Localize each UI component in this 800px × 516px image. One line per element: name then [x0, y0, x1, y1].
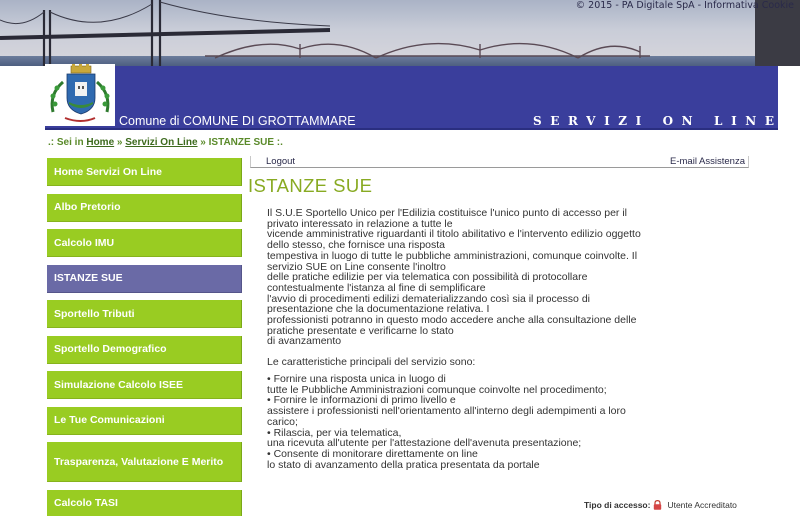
feature-line: tutte le Pubbliche Amministrazioni comunque coinvolte nel procedimento; [267, 383, 607, 396]
breadcrumb-current: ISTANZE SUE :. [208, 137, 283, 148]
intro-line: tempestiva in luogo di tutte le pubbliche amministrazioni, comunque coinvolte. Il [267, 249, 638, 262]
sidebar-item-albo-pretorio[interactable]: Albo Pretorio [47, 194, 242, 222]
coat-of-arms-logo [45, 64, 115, 126]
logout-link[interactable]: Logout [266, 156, 296, 167]
features-list [267, 374, 735, 470]
intro-line: pratiche presentate e verificarne lo stato [267, 324, 454, 337]
email-support-link[interactable]: E-mail Assistenza [670, 156, 745, 167]
intro-line: servizio SUE on Line consente l'inoltro [267, 260, 446, 273]
sidebar-menu [47, 158, 242, 516]
breadcrumb [48, 137, 283, 148]
feature-line: carico; [267, 415, 298, 428]
sidebar-item-sportello-tributi[interactable]: Sportello Tributi [47, 300, 242, 328]
intro-line: presentazione che la documentazione relativa. I [267, 303, 490, 316]
feature-line: • Fornire le informazioni di primo livello e [267, 394, 456, 407]
feature-line: assistere i professionisti nell'orientamento all'interno degli adempimenti a loro [267, 405, 626, 418]
services-title: SERVIZI ON LINE [533, 114, 783, 128]
intro-line: vicende amministrative riguardanti il titolo abilitativo e l'intervento edilizio oggetto [267, 228, 641, 241]
breadcrumb-separator: » [197, 137, 209, 148]
intro-line: professionisti potranno in questo modo accedere anche alla consultazione delle [267, 314, 637, 327]
sidebar-item-comunicazioni[interactable]: Le Tue Comunicazioni [47, 407, 242, 435]
intro-line: dello stesso, che fornisce una risposta [267, 239, 446, 252]
breadcrumb-services-link[interactable]: Servizi On Line [125, 137, 198, 148]
sidebar-item-simulazione-isee[interactable]: Simulazione Calcolo ISEE [47, 371, 242, 399]
feature-line: una ricevuta all'utente per l'attestazione dell'avenuta presentazione; [267, 437, 582, 450]
sidebar-item-sportello-demografico[interactable]: Sportello Demografico [47, 336, 242, 364]
sidebar-item-trasparenza[interactable]: Trasparenza, Valutazione E Merito [47, 442, 242, 482]
lock-icon [653, 500, 662, 510]
feature-line: • Fornire una risposta unica in luogo di [267, 373, 446, 385]
access-type [584, 500, 737, 510]
intro-paragraph [267, 208, 735, 347]
copyright-link[interactable]: © 2015 - PA Digitale SpA - Informativa Cookie [575, 0, 794, 11]
feature-line: • Consente di monitorare direttamente on line [267, 447, 478, 460]
feature-line: lo stato di avanzamento della pratica presentata da portale [267, 458, 540, 471]
header-banner [0, 0, 800, 130]
intro-line: contestualmente l'istanza al fine di semplificare [267, 281, 486, 294]
access-type-value: Utente Accreditato [667, 500, 737, 510]
sidebar-item-home-servizi[interactable]: Home Servizi On Line [47, 158, 242, 186]
coat-of-arms-icon [45, 64, 115, 126]
top-bar [250, 156, 749, 168]
page-title: ISTANZE SUE [248, 175, 373, 196]
breadcrumb-separator: » [114, 137, 126, 148]
breadcrumb-prefix: .: Sei in [48, 137, 87, 148]
intro-line: Il S.U.E Sportello Unico per l'Edilizia costituisce l'unico punto di accesso per il [267, 207, 628, 219]
feature-line: • Rilascia, per via telematica, [267, 426, 402, 439]
intro-line: delle pratiche edilizie per via telematica con possibilità di protocollare [267, 271, 588, 284]
access-type-label: Tipo di accesso: [584, 500, 651, 510]
intro-line: l'avvio di procedimenti edilizi dematerializzando così sia il processo di [267, 292, 590, 305]
intro-line: privato interessato in relazione a tutte le [267, 217, 453, 230]
breadcrumb-home-link[interactable]: Home [86, 137, 115, 148]
features-heading: Le caratteristiche principali del servizio sono: [267, 356, 476, 368]
intro-line: di avanzamento [267, 335, 342, 348]
sidebar-item-istanze-sue[interactable]: ISTANZE SUE [47, 265, 242, 293]
header-band-border [45, 128, 778, 130]
municipality-name: Comune di COMUNE DI GROTTAMMARE [119, 114, 356, 128]
sidebar-item-calcolo-imu[interactable]: Calcolo IMU [47, 229, 242, 257]
sidebar-item-calcolo-tasi[interactable]: Calcolo TASI [47, 490, 242, 516]
